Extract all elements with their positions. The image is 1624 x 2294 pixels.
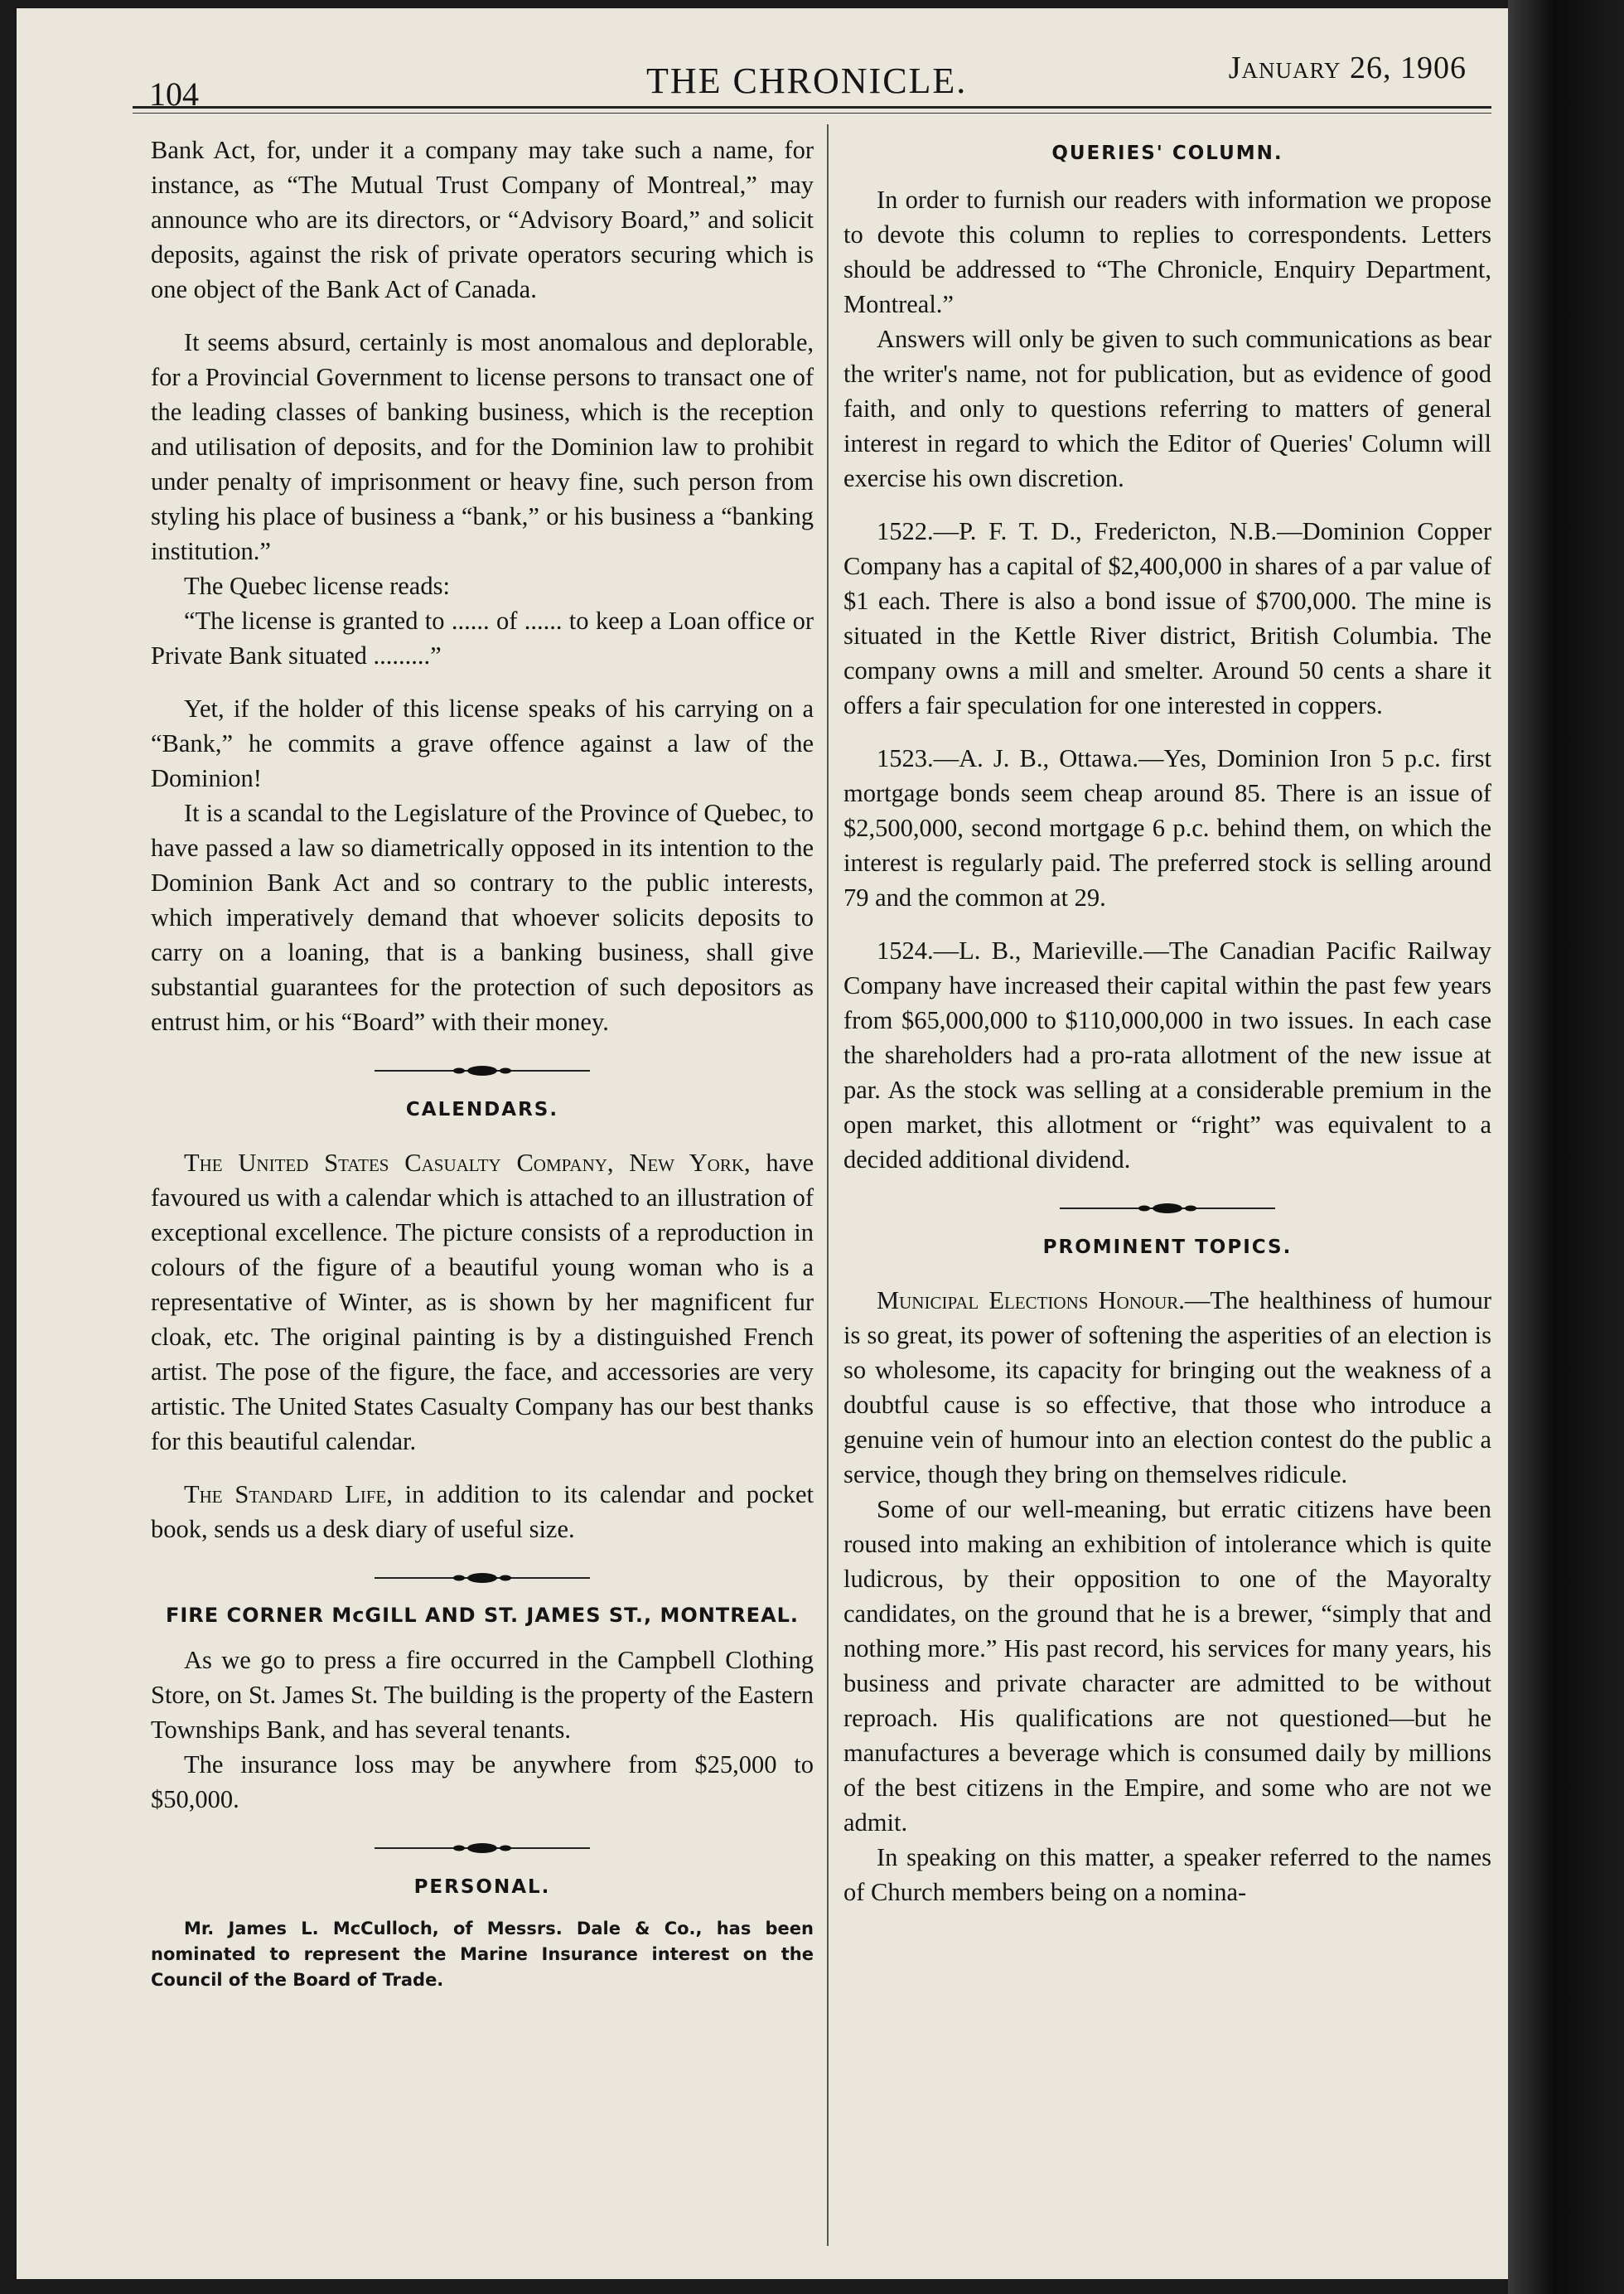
ornament-divider-icon xyxy=(151,1832,814,1865)
section-heading: PROMINENT TOPICS. xyxy=(1042,1237,1293,1258)
paragraph: “The license is granted to ...... of ...... to keep a Loan office or Private Bank situated .........” xyxy=(151,607,814,670)
paragraph: The Quebec license reads: xyxy=(184,572,450,600)
paragraph: It seems absurd, certainly is most anomalous and deplorable, for a Provincial Government to license persons to transact one of the leading classes of banking business, which is the reception and utilisation of deposits, and for the Dominion law to prohibit under penalty of imprisonment or heavy fine, such person from styling his place of business a “bank,” or his business a “banking institution.” xyxy=(151,328,814,565)
personal-notice: Mr. James L. McCulloch, of Messrs. Dale & Co., has been nominated to represent the Marine Insurance interest on the Council of the Board of Trade. xyxy=(151,1919,814,1990)
paragraph: As we go to press a fire occurred in the Campbell Clothing Store, on St. James St. The building is the property of the Eastern Townships Bank, and has several tenants. xyxy=(151,1646,814,1744)
section-heading: QUERIES' COLUMN. xyxy=(1051,143,1283,164)
paragraph: Yet, if the holder of this license speaks of his carrying on a “Bank,” he commits a grave offence against a law of the Dominion! xyxy=(151,694,814,792)
paragraph: It is a scandal to the Legislature of the Province of Quebec, to have passed a law so diametrically opposed in its intention to the Dominion Bank Act and so contrary to the public interests, which imperatively demand that whoever solicits deposits to carry on a loaning, that is a banking business, shall give substantial guarantees for the protection of such depositors as entrust him, or his “Board” with their money. xyxy=(151,799,814,1036)
query-reply: 1524.—L. B., Marieville.—The Canadian Pacific Railway Company have increased their capital within the past few years from $65,000,000 to $110,000,000 in two issues. In each case the shareholders had a pro-rata allotment of the new issue at par. As the stock was selling at a considerable premium in the open market, this allotment or “right” was equivalent to a decided additional dividend. xyxy=(843,936,1491,1174)
paragraph: In speaking on this matter, a speaker referred to the names of Church members being on a nomina- xyxy=(843,1843,1491,1906)
section-heading: CALENDARS. xyxy=(405,1099,559,1120)
lead-in: The United States Casualty Company, New York, xyxy=(184,1149,751,1177)
paragraph xyxy=(843,1283,1491,1492)
section-heading: PERSONAL. xyxy=(413,1876,551,1898)
section-heading: FIRE CORNER McGILL AND ST. JAMES ST., MONTREAL. xyxy=(165,1604,800,1627)
lead-in: Municipal Elections Honour. xyxy=(877,1286,1185,1314)
adjacent-page-edge xyxy=(1508,0,1624,2294)
running-title: THE CHRONICLE. xyxy=(646,60,968,101)
paragraph-text: in addition to its calendar and pocket book, sends us a desk diary of useful size. xyxy=(151,1480,814,1543)
ornament-divider-icon xyxy=(843,1192,1491,1225)
header-rule-thin xyxy=(133,113,1491,114)
column-divider xyxy=(827,124,829,2246)
paragraph xyxy=(151,1477,814,1546)
query-reply: 1523.—A. J. B., Ottawa.—Yes, Dominion Iron 5 p.c. first mortgage bonds seem cheap around 85. There is an issue of $2,500,000, second mortgage 6 p.c. behind them, on which the interest is regularly paid. The preferred stock is selling around 79 and the common at 29. xyxy=(843,744,1491,912)
paragraph-text: have favoured us with a calendar which is attached to an illustration of exceptional excellence. The picture consists of a reproduction in colours of the figure of a beautiful young woman who is a representative of Winter, as is shown by her magnificent fur cloak, etc. The original painting is by a distinguished French artist. The pose of the figure, the face, and accessories are very artistic. The United States Casualty Company has our best thanks for this beautiful calendar. xyxy=(151,1149,814,1455)
query-reply: 1522.—P. F. T. D., Fredericton, N.B.—Dominion Copper Company has a capital of $2,400,000 in shares of a par value of $1 each. There is also a bond issue of $700,000. The mine is situated in the Kettle River district, British Columbia. The company owns a mill and smelter. Around 50 cents a share it offers a fair speculation for one interested in coppers. xyxy=(843,517,1491,719)
ornament-divider-icon xyxy=(151,1561,814,1595)
paragraph: Bank Act, for, under it a company may take such a name, for instance, as “The Mutual Trust Company of Montreal,” may announce who are its directors, or “Advisory Board,” and solicit deposits, against the risk of private operators securing which is one object of the Bank Act of Canada. xyxy=(151,136,814,303)
lead-in: The Standard Life, xyxy=(184,1480,393,1508)
paragraph: Some of our well-meaning, but erratic citizens have been roused into making an exhibition of intolerance which is quite ludicrous, by their opposition to one of the Mayoralty candidates, on the ground that he is a brewer, “simply that and nothing more.” His past record, his services for many years, his business and private character are admitted to be without reproach. His qualifications are not questioned—but he manufactures a beverage which is consumed daily by millions of the best citizens in the Empire, and some who are not we admit. xyxy=(843,1495,1491,1837)
paragraph xyxy=(151,1145,814,1459)
paragraph: The insurance loss may be anywhere from $25,000 to $50,000. xyxy=(151,1750,814,1813)
right-column xyxy=(843,133,1491,1909)
paragraph: In order to furnish our readers with information we propose to devote this column to replies to correspondents. Letters should be addressed to “The Chronicle, Enquiry Department, Montreal.” xyxy=(843,186,1491,318)
ornament-divider-icon xyxy=(151,1054,814,1087)
issue-date: January 26, 1906 xyxy=(1228,51,1467,85)
header-rule xyxy=(133,106,1491,109)
paragraph-text: —The healthiness of humour is so great, its power of softening the asperities of an election is so wholesome, its capacity for bringing out the weakness of a doubtful cause is so effective, that those who introduce a genuine vein of humour into an election contest do the public a service, though they bring on themselves ridicule. xyxy=(843,1286,1491,1488)
paragraph: Answers will only be given to such communications as bear the writer's name, not for publication, but as evidence of good faith, and only to questions referring to matters of general interest in regard to which the Editor of Queries' Column will exercise his own discretion. xyxy=(843,325,1491,492)
left-column xyxy=(151,133,814,1993)
page-number: 104 xyxy=(149,75,199,113)
